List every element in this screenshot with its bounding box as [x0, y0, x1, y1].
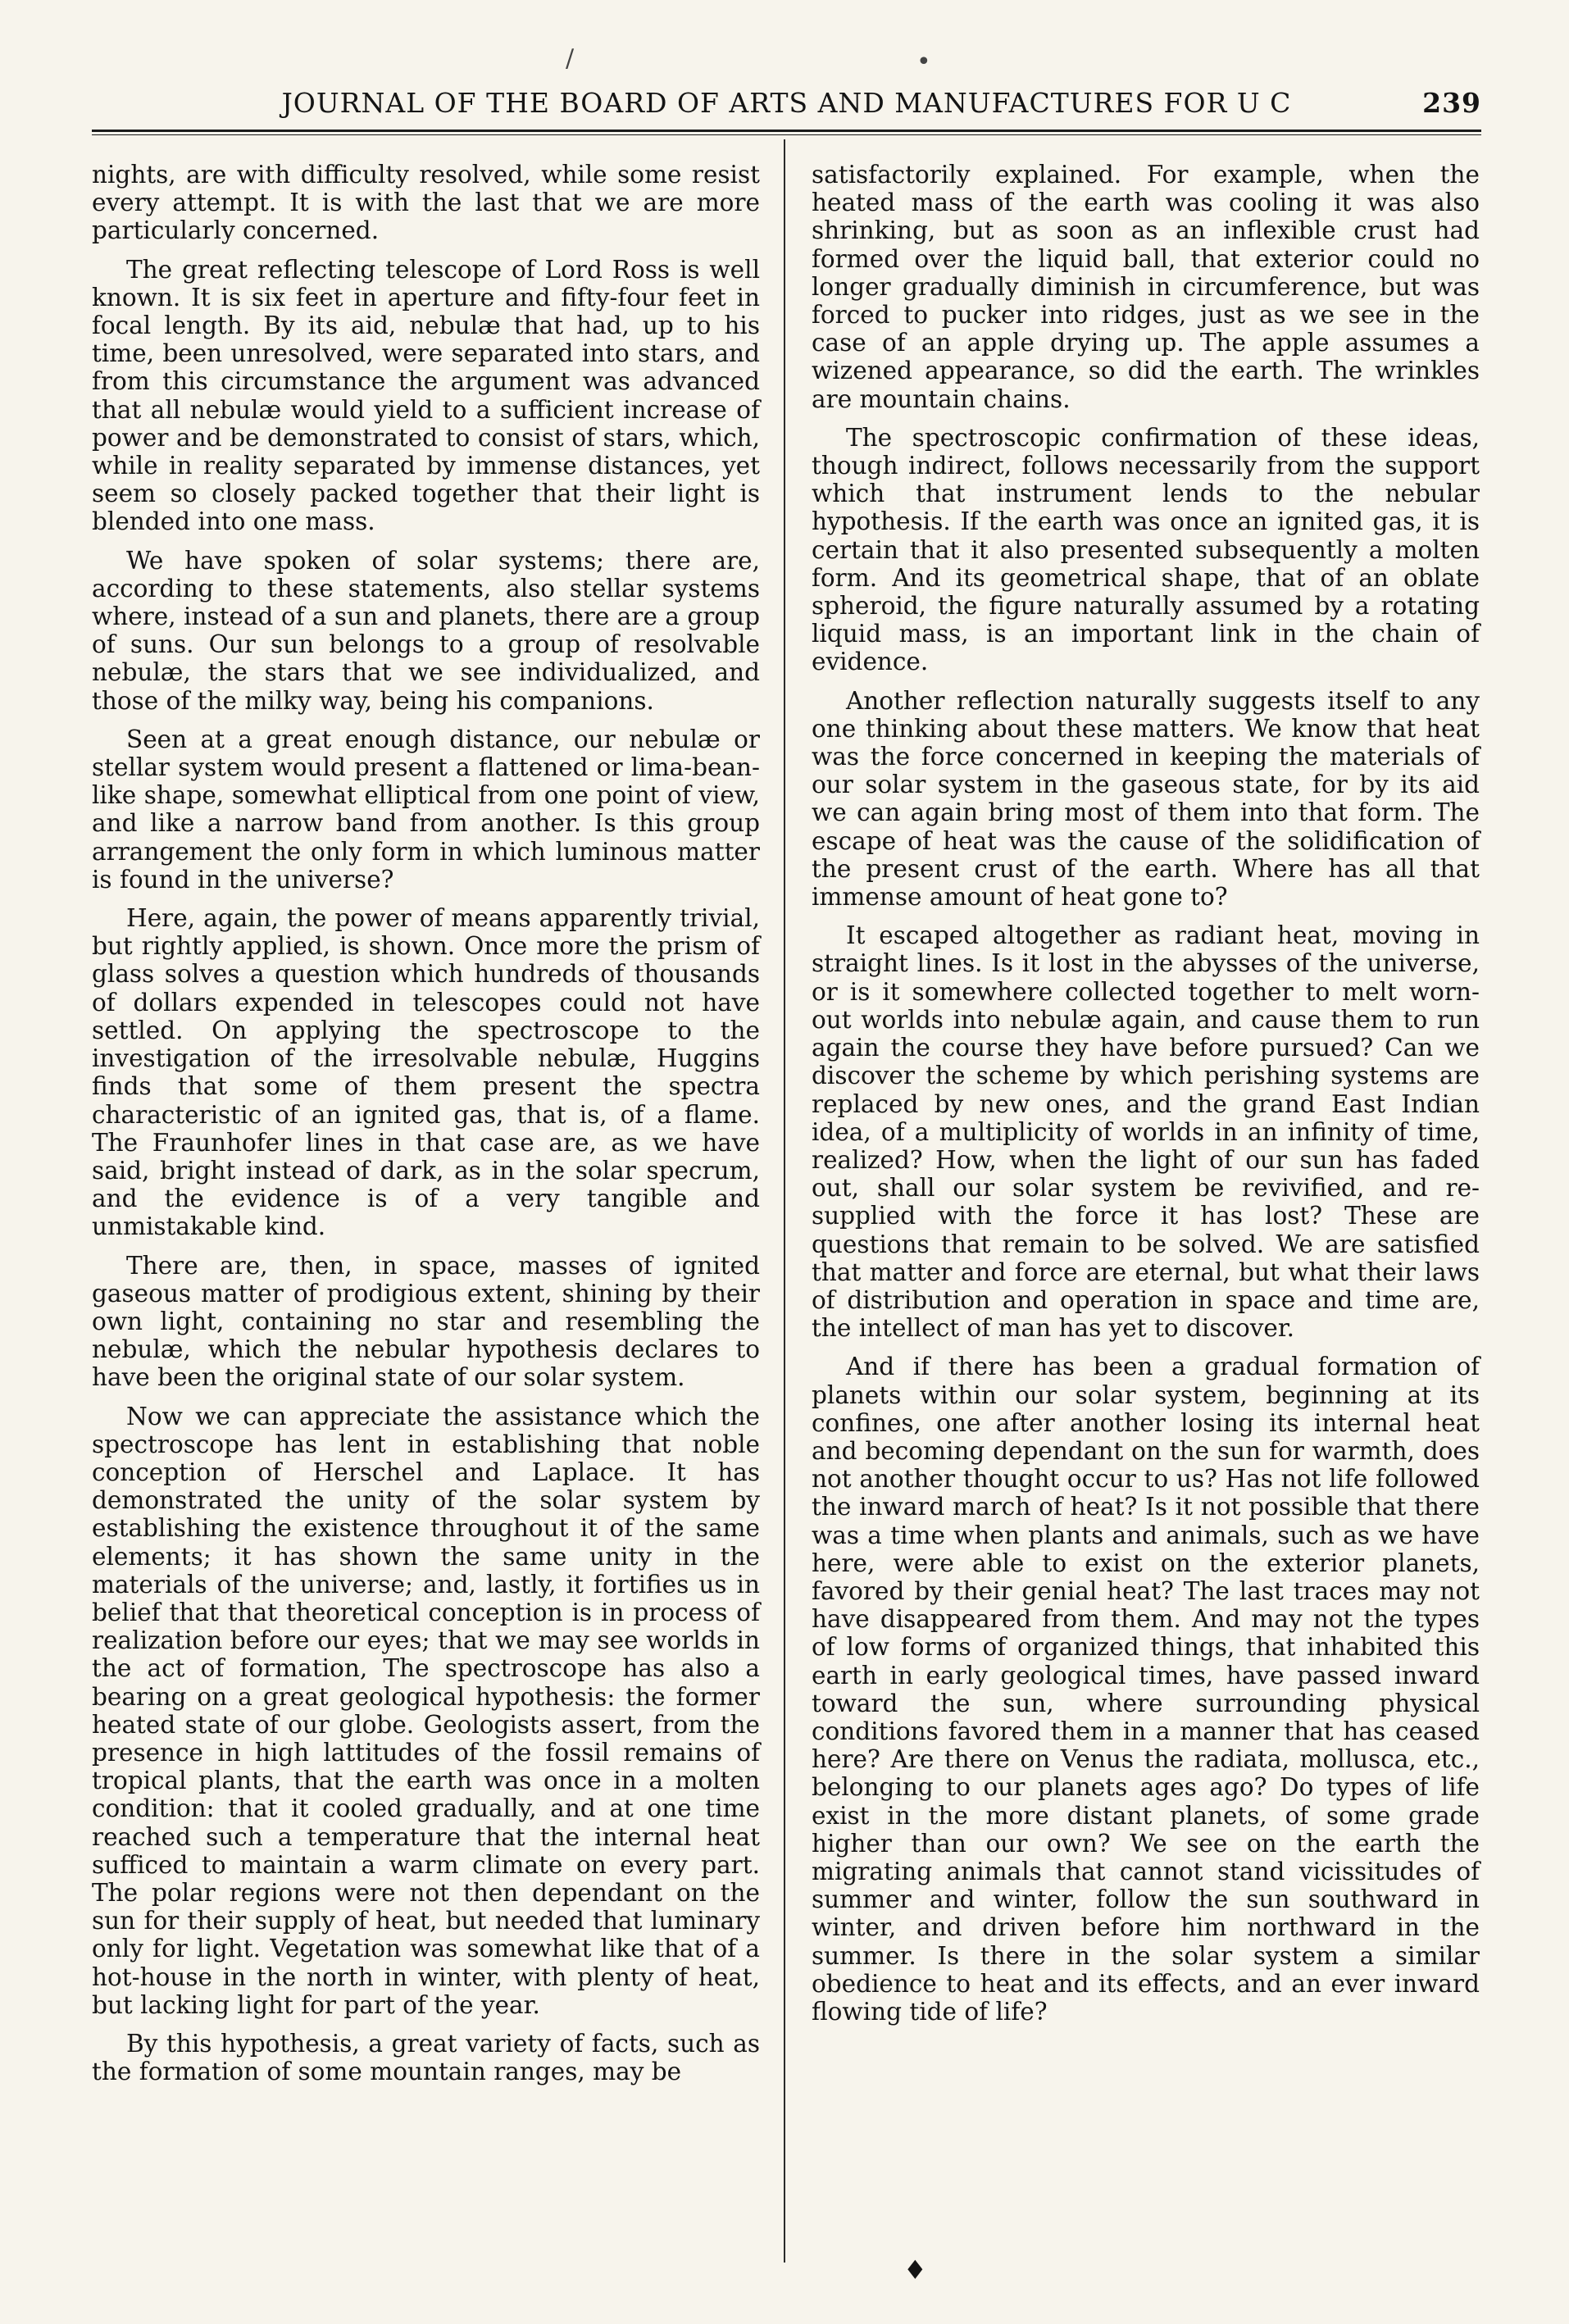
- journal-title: JOURNAL OF THE BOARD OF ARTS AND MANUFACTURES FOR U C: [281, 87, 1292, 119]
- running-header: [92, 87, 1481, 126]
- left-column: [92, 161, 760, 2096]
- bottom-ornament: ♦: [903, 2254, 927, 2285]
- paragraph: We have spoken of solar systems; there are, according to these statements, also stellar systems where, instead of a sun and planets, there are a group of suns. Our sun belongs to a group of resolvable nebulæ, the stars that we see individualized, and those of the milky way, being his companions.: [92, 546, 760, 715]
- paragraph: And if there has been a gradual formation of planets within our solar system, beginning at its confines, one after another losing its internal heat and becoming dependant on the sun for warmth, does not another thought occur to us? Has not life followed the inward march of heat? Is it not possible that there was a time when plants and animals, such as we have here, were able to exist on the exterior planets, favored by their genial heat? The last traces may not have disappeared from them. And may not the types of low forms of organized things, that inhabited this earth in early geological times, have passed inward toward the sun, where surrounding physical conditions favored them in a manner that has ceased here? Are there on Venus the radiata, mollusca, etc., belonging to our planets ages ago? Do types of life exist in the more distant planets, of some grade higher than our own? We see on the earth the migrating animals that cannot stand vicissitudes of summer and winter, follow the sun southward in winter, and driven before him northward in the summer. Is there in the solar system a similar obedience to heat and its effects, and an ever inward flowing tide of life?: [812, 1353, 1480, 2026]
- paragraph: nights, are with difficulty resolved, while some resist every attempt. It is with the last that we are more particularly concerned.: [92, 161, 760, 245]
- stray-dot: •: [916, 48, 931, 76]
- paragraph: It escaped altogether as radiant heat, moving in straight lines. Is it lost in the abysses of the universe, or is it somewhere collected together to melt worn-out worlds into nebulæ again, and cause them to run again the course they have before pursued? Can we discover the scheme by which perishing systems are replaced by new ones, and the grand East Indian idea, of a multiplicity of worlds in an infinity of time, realized? How, when the light of our sun has faded out, shall our solar system be revivified, and re-supplied with the force it has lost? These are questions that remain to be solved. We are satisfied that matter and force are eternal, but what their laws of distribution and operation in space and time are, the intellect of man has yet to discover.: [812, 921, 1480, 1343]
- stray-mark: /: [566, 44, 575, 73]
- page-number: 239: [1422, 87, 1481, 119]
- paragraph: The great reflecting telescope of Lord Ross is well known. It is six feet in aperture and fifty-four feet in focal length. By its aid, nebulæ that had, up to his time, been unresolved, were separated into stars, and from this circumstance the argument was advanced that all nebulæ would yield to a sufficient increase of power and be demonstrated to consist of stars, which, while in reality separated by immense distances, yet seem so closely packed together that their light is blended into one mass.: [92, 255, 760, 536]
- paragraph: satisfactorily explained. For example, when the heated mass of the earth was cooling it was also shrinking, but as soon as an inflexible crust had formed over the liquid ball, that exterior could no longer gradually diminish in circumference, but was forced to pucker into ridges, just as we see in the case of an apple drying up. The apple assumes a wizened appearance, so did the earth. The wrinkles are mountain chains.: [812, 161, 1480, 413]
- paragraph: By this hypothesis, a great variety of facts, such as the formation of some mountain ranges, may be: [92, 2030, 760, 2086]
- paragraph: There are, then, in space, masses of ignited gaseous matter of prodigious extent, shining by their own light, containing no star and resembling the nebulæ, which the nebular hypothesis declares to have been the original state of our solar system.: [92, 1251, 760, 1392]
- header-rule-thin: [92, 134, 1481, 135]
- paragraph: Now we can appreciate the assistance which the spectroscope has lent in establishing that noble conception of Herschel and Laplace. It has demonstrated the unity of the solar system by establishing the existence throughout it of the same elements; it has shown the same unity in the materials of the universe; and, lastly, it fortifies us in belief that that theoretical conception is in process of realization before our eyes; that we may see worlds in the act of formation, The spectroscope has also a bearing on a great geological hypothesis: the former heated state of our globe. Geologists assert, from the presence in high lattitudes of the fossil remains of tropical plants, that the earth was once in a molten condition: that it cooled gradually, and at one time reached such a temperature that the internal heat sufficed to maintain a warm climate on every part. The polar regions were not then dependant on the sun for their supply of heat, but needed that luminary only for light. Vegetation was somewhat like that of a hot-house in the north in winter, with plenty of heat, but lacking light for part of the year.: [92, 1402, 760, 2019]
- column-divider: [784, 139, 785, 2263]
- paragraph: Seen at a great enough distance, our nebulæ or stellar system would present a flattened or lima-bean-like shape, somewhat elliptical from one point of view, and like a narrow band from another. Is this group arrangement the only form in which luminous matter is found in the universe?: [92, 725, 760, 894]
- paragraph: Another reflection naturally suggests itself to any one thinking about these matters. We know that heat was the force concerned in keeping the materials of our solar system in the gaseous state, for by its aid we can again bring most of them into that form. The escape of heat was the cause of the solidification of the present crust of the earth. Where has all that immense amount of heat gone to?: [812, 686, 1480, 912]
- right-column: [812, 161, 1480, 2036]
- paragraph: The spectroscopic confirmation of these ideas, though indirect, follows necessarily from the support which that instrument lends to the nebular hypothesis. If the earth was once an ignited gas, it is certain that it also presented subsequently a molten form. And its geometrical shape, that of an oblate spheroid, the figure naturally assumed by a rotating liquid mass, is an important link in the chain of evidence.: [812, 423, 1480, 676]
- header-rule-thick: [92, 130, 1481, 132]
- paragraph: Here, again, the power of means apparently trivial, but rightly applied, is shown. Once more the prism of glass solves a question which hundreds of thousands of dollars expended in telescopes could not have settled. On applying the spectroscope to the investigation of the irresolvable nebulæ, Huggins finds that some of them present the spectra characteristic of an ignited gas, that is, of a flame. The Fraunhofer lines in that case are, as we have said, bright instead of dark, as in the solar specrum, and the evidence is of a very tangible and unmistakable kind.: [92, 904, 760, 1241]
